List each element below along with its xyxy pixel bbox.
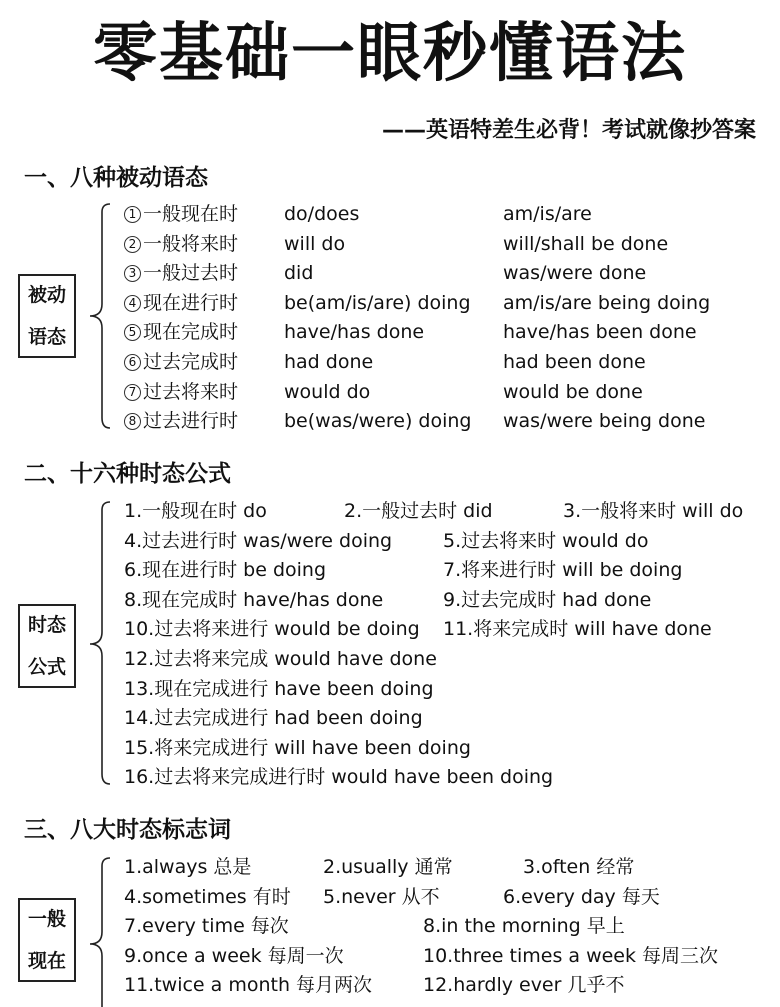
formula-row bbox=[0, 645, 780, 673]
formula-item: 10.过去将来进行 would be doing bbox=[124, 618, 420, 640]
passive-row-passive: had been done bbox=[503, 351, 646, 373]
passive-row-active: had done bbox=[284, 351, 374, 373]
section3-box-line1: 一般 bbox=[27, 908, 66, 930]
section1-box-line1: 被动 bbox=[27, 284, 66, 306]
passive-row bbox=[0, 318, 780, 346]
signal-word-item: 4.sometimes 有时 bbox=[124, 886, 291, 908]
passive-row-active: would do bbox=[284, 381, 371, 403]
passive-row-active: did bbox=[284, 262, 314, 284]
formula-item: 12.过去将来完成 would have done bbox=[124, 648, 437, 670]
passive-row-active: be(was/were) doing bbox=[284, 410, 472, 432]
passive-row-passive: have/has been done bbox=[503, 321, 697, 343]
formula-row bbox=[0, 704, 780, 732]
signal-word-row bbox=[0, 853, 780, 881]
formula-item: 4.过去进行时 was/were doing bbox=[124, 530, 393, 552]
passive-row-passive: was/were done bbox=[503, 262, 647, 284]
signal-word-item: 7.every time 每次 bbox=[124, 915, 289, 937]
page-title: 零基础一眼秒懂语法 bbox=[93, 17, 687, 91]
signal-word-row bbox=[0, 912, 780, 940]
formula-item: 1.一般现在时 do bbox=[124, 500, 267, 522]
row-number-badge: 6 bbox=[124, 354, 141, 371]
row-number-badge: 4 bbox=[124, 295, 141, 312]
formula-row bbox=[0, 615, 780, 643]
signal-word-row bbox=[0, 971, 780, 999]
signal-word-row bbox=[0, 942, 780, 970]
passive-row-active: have/has done bbox=[284, 321, 425, 343]
passive-row-tense-label: 一般将来时 bbox=[143, 233, 239, 255]
section2-box-line2: 公式 bbox=[27, 656, 66, 678]
passive-row-passive: will/shall be done bbox=[503, 233, 669, 255]
signal-word-item: 1.always 总是 bbox=[124, 856, 252, 878]
section3-heading: 三、八大时态标志词 bbox=[24, 817, 231, 843]
passive-row bbox=[0, 378, 780, 406]
formula-row bbox=[0, 675, 780, 703]
formula-row bbox=[0, 556, 780, 584]
formula-row bbox=[0, 527, 780, 555]
passive-row-tense bbox=[124, 407, 238, 435]
passive-row bbox=[0, 200, 780, 228]
formula-row bbox=[0, 734, 780, 762]
passive-row-tense-label: 过去将来时 bbox=[143, 381, 239, 403]
signal-word-item: 5.never 从不 bbox=[323, 886, 440, 908]
passive-row-tense bbox=[124, 378, 238, 406]
passive-row-tense bbox=[124, 318, 238, 346]
formula-row bbox=[0, 497, 780, 525]
passive-row-active: do/does bbox=[284, 203, 360, 225]
passive-row bbox=[0, 348, 780, 376]
passive-row-tense bbox=[124, 289, 238, 317]
formula-item: 2.一般过去时 did bbox=[344, 500, 493, 522]
passive-row-tense bbox=[124, 259, 238, 287]
signal-word-item: 9.once a week 每周一次 bbox=[124, 945, 344, 967]
passive-row-passive: was/were being done bbox=[503, 410, 706, 432]
formula-item: 5.过去将来时 would do bbox=[443, 530, 649, 552]
row-number-badge: 7 bbox=[124, 384, 141, 401]
passive-row bbox=[0, 407, 780, 435]
signal-word-item: 12.hardly ever 几乎不 bbox=[423, 974, 625, 996]
formula-item: 11.将来完成时 will have done bbox=[443, 618, 712, 640]
formula-item: 8.现在完成时 have/has done bbox=[124, 589, 384, 611]
page-subtitle: ——英语特差生必背！考试就像抄答案 bbox=[381, 118, 756, 143]
signal-word-item: 3.often 经常 bbox=[523, 856, 635, 878]
formula-item: 6.现在进行时 be doing bbox=[124, 559, 327, 581]
row-number-badge: 2 bbox=[124, 236, 141, 253]
signal-word-row bbox=[0, 883, 780, 911]
section2-box-line1: 时态 bbox=[27, 614, 66, 636]
passive-row-passive: would be done bbox=[503, 381, 643, 403]
row-number-badge: 5 bbox=[124, 324, 141, 341]
formula-item: 7.将来进行时 will be doing bbox=[443, 559, 683, 581]
passive-row-tense bbox=[124, 348, 238, 376]
formula-row bbox=[0, 586, 780, 614]
passive-row-passive: am/is/are being doing bbox=[503, 292, 711, 314]
passive-row-tense bbox=[124, 230, 238, 258]
passive-row bbox=[0, 230, 780, 258]
formula-item: 9.过去完成时 had done bbox=[443, 589, 652, 611]
section1-heading: 一、八种被动语态 bbox=[24, 165, 208, 191]
row-number-badge: 1 bbox=[124, 206, 141, 223]
passive-row-tense-label: 现在进行时 bbox=[143, 292, 239, 314]
formula-item: 13.现在完成进行 have been doing bbox=[124, 678, 434, 700]
formula-item: 15.将来完成进行 will have been doing bbox=[124, 737, 471, 759]
passive-row-tense-label: 一般过去时 bbox=[143, 262, 239, 284]
formula-item: 14.过去完成进行 had been doing bbox=[124, 707, 423, 729]
signal-word-item: 8.in the morning 早上 bbox=[423, 915, 625, 937]
passive-row-tense-label: 过去完成时 bbox=[143, 351, 239, 373]
passive-row-active: will do bbox=[284, 233, 346, 255]
section2-heading: 二、十六种时态公式 bbox=[24, 461, 231, 487]
row-number-badge: 8 bbox=[124, 413, 141, 430]
row-number-badge: 3 bbox=[124, 265, 141, 282]
passive-row-tense-label: 一般现在时 bbox=[143, 203, 239, 225]
formula-row bbox=[0, 763, 780, 791]
section1-box-line2: 语态 bbox=[27, 326, 66, 348]
passive-row-tense-label: 现在完成时 bbox=[143, 321, 239, 343]
passive-row-active: be(am/is/are) doing bbox=[284, 292, 471, 314]
passive-row bbox=[0, 289, 780, 317]
formula-item: 16.过去将来完成进行时 would have been doing bbox=[124, 766, 554, 788]
passive-row-passive: am/is/are bbox=[503, 203, 592, 225]
signal-word-item: 2.usually 通常 bbox=[323, 856, 453, 878]
passive-row-tense bbox=[124, 200, 238, 228]
passive-row bbox=[0, 259, 780, 287]
section3-box-line2: 现在 bbox=[27, 950, 66, 972]
signal-word-item: 10.three times a week 每周三次 bbox=[423, 945, 719, 967]
signal-word-item: 11.twice a month 每月两次 bbox=[124, 974, 373, 996]
signal-word-item: 6.every day 每天 bbox=[503, 886, 660, 908]
formula-item: 3.一般将来时 will do bbox=[563, 500, 744, 522]
passive-row-tense-label: 过去进行时 bbox=[143, 410, 239, 432]
